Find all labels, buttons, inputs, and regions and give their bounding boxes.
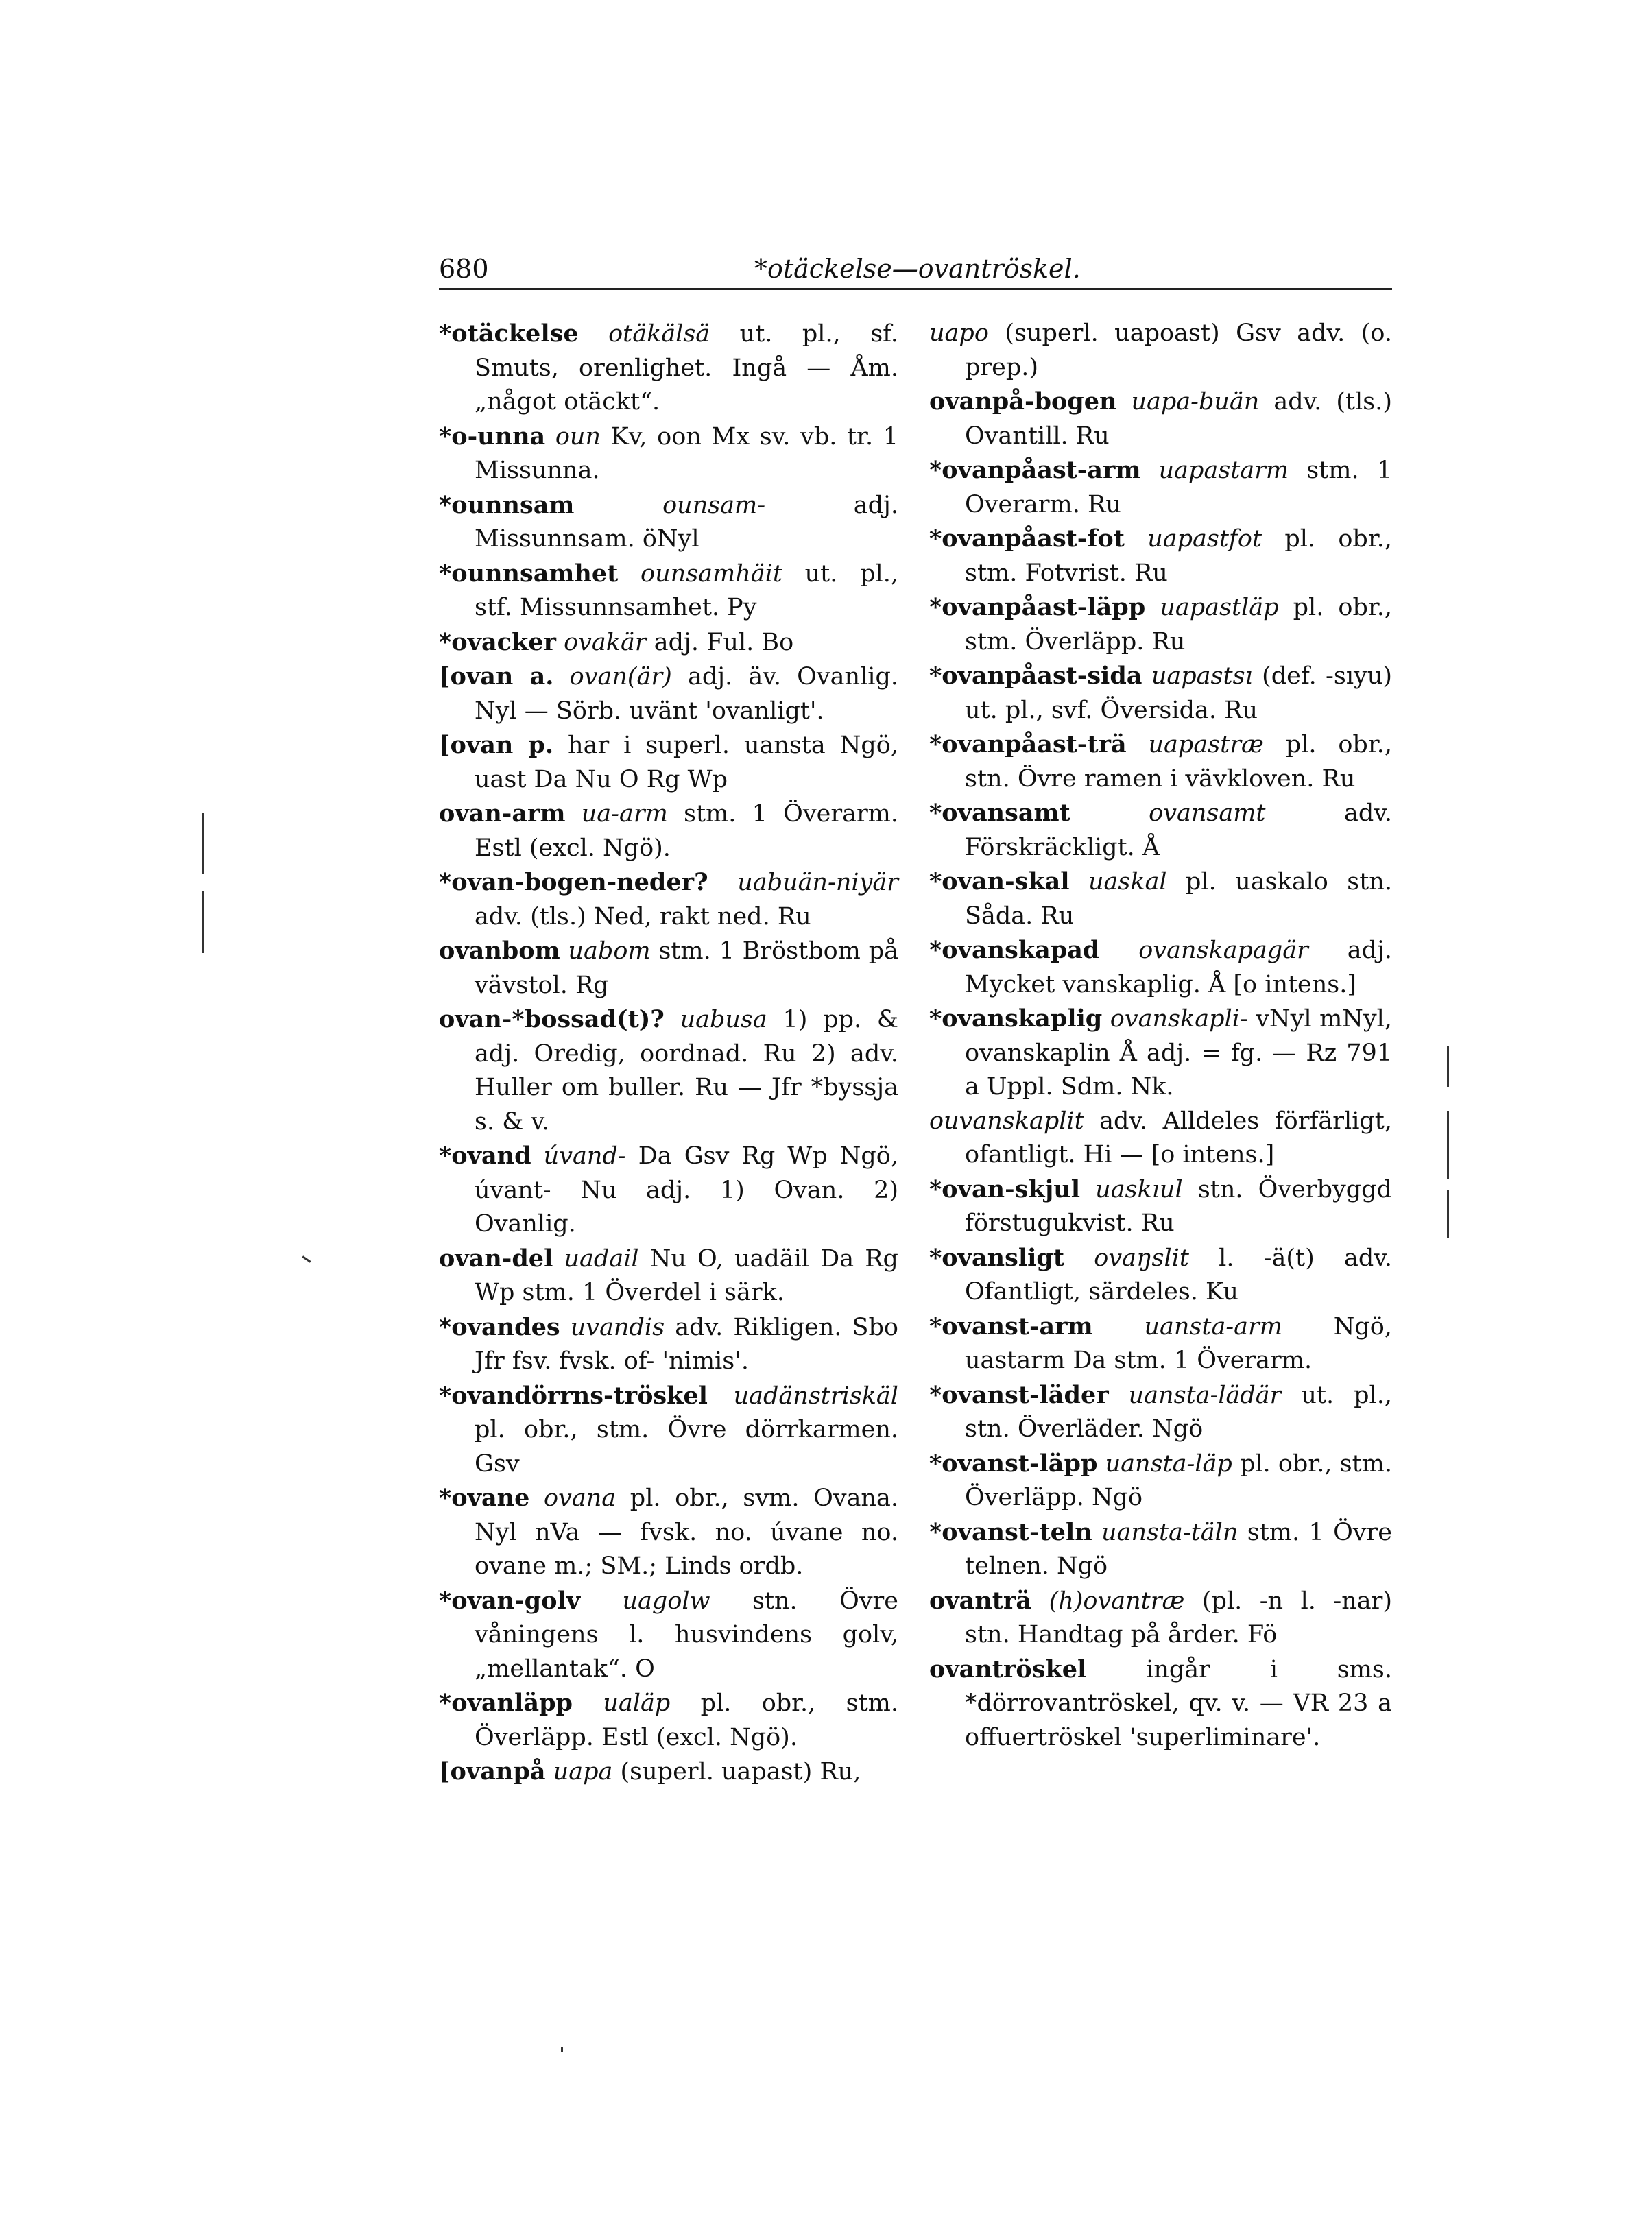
dictionary-entry <box>439 420 898 488</box>
entry-headword: *ovanst-arm <box>929 1312 1093 1341</box>
entry-headword: [ovan p. <box>439 731 554 759</box>
entry-headword: *ounnsam <box>439 490 575 519</box>
entry-dialect-form: úvand- <box>543 1142 626 1170</box>
entry-definition: Kv, oon Mx sv. vb. tr. 1 Missunna. <box>475 422 898 484</box>
entry-dialect-form: uapastsı <box>1151 662 1253 690</box>
dictionary-entry <box>439 1584 898 1687</box>
dictionary-entry <box>929 933 1392 1002</box>
entry-definition: l. -ä(t) adv. Ofantligt, särdeles. Ku <box>965 1244 1392 1306</box>
dictionary-entry <box>439 1139 898 1242</box>
scan-speck <box>561 2047 563 2052</box>
entry-dialect-form: oun <box>555 422 601 450</box>
right-column <box>929 317 1392 1755</box>
entry-dialect-form: uaskıul <box>1095 1175 1183 1203</box>
dictionary-entry <box>439 488 898 557</box>
margin-mark <box>1447 1111 1449 1179</box>
entry-dialect-form: uapo <box>929 320 989 347</box>
entry-headword: *ovanskaplig <box>929 1005 1103 1033</box>
entry-headword: [ovan a. <box>439 662 554 690</box>
dictionary-entry <box>929 317 1392 385</box>
entry-headword: *ovanpåast-fot <box>929 525 1125 553</box>
entry-dialect-form: ounsam- <box>662 491 766 519</box>
entry-dialect-form: uabusa <box>680 1006 767 1033</box>
entry-definition: adj. Missunnsam. öNyl <box>475 491 898 553</box>
entry-dialect-form: uapa <box>553 1758 613 1786</box>
entry-definition: pl. obr., stn. Övre ramen i vävkloven. Ru <box>965 731 1392 793</box>
entry-definition: pl. uaskalo stn. Såda. Ru <box>965 868 1392 930</box>
dictionary-entry <box>439 1379 898 1482</box>
entry-headword: *ovanskapad <box>929 936 1100 964</box>
entry-definition: adj. Mycket vanskaplig. Å [o intens.] <box>965 937 1392 998</box>
page-header <box>439 248 1392 289</box>
entry-dialect-form: uadail <box>564 1245 639 1273</box>
dictionary-entry <box>929 1241 1392 1310</box>
scan-speck <box>302 1255 311 1262</box>
dictionary-entry <box>439 317 898 420</box>
entry-headword: *ovand <box>439 1142 531 1170</box>
entry-definition: Nu O, uadäil Da Rg Wp stm. 1 Överdel i särk. <box>475 1245 898 1306</box>
entry-definition: (superl. uapoast) Gsv adv. (o. prep.) <box>965 320 1392 381</box>
dictionary-entry <box>439 625 898 660</box>
entry-definition: har i superl. uansta Ngö, uast Da Nu O Rg Wp <box>475 732 898 793</box>
entry-definition: stm. 1 Overarm. Ru <box>965 457 1392 518</box>
dictionary-entry <box>439 1310 898 1379</box>
dictionary-entry <box>929 1002 1392 1105</box>
margin-mark <box>1447 1046 1449 1087</box>
dictionary-entry <box>929 1653 1392 1755</box>
entry-headword: *ovansligt <box>929 1243 1065 1272</box>
entry-dialect-form: uagolw <box>622 1587 710 1615</box>
entry-headword: *ovanläpp <box>439 1689 573 1717</box>
entry-headword: *ovan-skjul <box>929 1175 1080 1203</box>
entry-headword: *ovan-golv <box>439 1586 581 1615</box>
dictionary-entry <box>439 1755 898 1790</box>
dictionary-entry <box>929 1515 1392 1584</box>
entry-headword: *ovanpåast-sida <box>929 662 1142 690</box>
dictionary-entry <box>439 1686 898 1755</box>
entry-headword: *otäckelse <box>439 320 579 348</box>
entry-headword: *ovanst-läpp <box>929 1449 1098 1478</box>
dictionary-entry <box>929 522 1392 590</box>
entry-definition: (def. -sıyu) ut. pl., svf. Översida. Ru <box>965 662 1392 724</box>
entry-dialect-form: uapastarm <box>1158 457 1289 484</box>
entry-definition: ingår i sms. *dörrovantröskel, qv. v. — VR 23 a offuertröskel 'superliminare'. <box>965 1655 1392 1751</box>
entry-definition: adj. Ful. Bo <box>654 628 794 656</box>
entry-headword: *ovanst-teln <box>929 1517 1092 1546</box>
entry-dialect-form: ouvanskaplit <box>929 1107 1084 1135</box>
margin-mark <box>1447 1190 1449 1238</box>
entry-headword: *ovan-skal <box>929 867 1070 896</box>
entry-definition: stn. Överbyggd förstugukvist. Ru <box>965 1175 1392 1237</box>
entry-definition: (superl. uapast) Ru, <box>620 1758 861 1786</box>
entry-dialect-form: ua-arm <box>581 800 668 828</box>
dictionary-entry <box>929 385 1392 453</box>
entry-dialect-form: ovakär <box>564 628 647 656</box>
entry-dialect-form: uansta-lädär <box>1128 1381 1282 1409</box>
entry-definition: pl. obr., stm. Överläpp. Ru <box>965 594 1392 656</box>
entry-headword: *ovan-bogen-neder? <box>439 868 708 896</box>
entry-headword: [ovanpå <box>439 1757 546 1786</box>
dictionary-entry <box>439 934 898 1002</box>
entry-dialect-form: otäkälsä <box>608 320 710 348</box>
entry-definition: adv. Alldeles förfärligt, ofantligt. Hi — [o intens.] <box>965 1107 1392 1168</box>
dictionary-entry <box>929 659 1392 728</box>
dictionary-entry <box>929 1310 1392 1378</box>
entry-definition: adv. Rikligen. Sbo Jfr fsv. fvsk. of- 'nimis'. <box>475 1313 898 1375</box>
entry-headword: *ovandes <box>439 1312 560 1341</box>
dictionary-entry <box>439 1242 898 1310</box>
entry-dialect-form: (h)ovantræ <box>1049 1587 1185 1615</box>
dictionary-entry <box>439 1481 898 1584</box>
entry-dialect-form: uabuän-niyär <box>737 869 898 896</box>
entry-dialect-form: uapastfot <box>1147 525 1262 553</box>
dictionary-entry <box>439 728 898 797</box>
dictionary-entry <box>439 797 898 865</box>
entry-definition: adv. (tls.) Ovantill. Ru <box>965 388 1392 450</box>
entry-headword: *ovacker <box>439 627 556 656</box>
dictionary-entry <box>439 1002 898 1139</box>
entry-dialect-form: ovanskapli- <box>1110 1005 1248 1033</box>
left-column <box>439 317 898 1790</box>
entry-definition: pl. obr., stm. Övre dörrkarmen. Gsv <box>475 1416 898 1478</box>
entry-headword: *ovanpåast-arm <box>929 456 1141 484</box>
dictionary-entry <box>439 557 898 625</box>
entry-definition: Da Gsv Rg Wp Ngö, úvant- Nu adj. 1) Ovan. 2) Ovanlig. <box>475 1142 898 1238</box>
entry-definition: stm. 1 Överarm. Estl (excl. Ngö). <box>475 800 898 862</box>
dictionary-entry <box>439 865 898 934</box>
entry-headword: *ovanpåast-läpp <box>929 593 1146 621</box>
entry-headword: ovantröskel <box>929 1655 1087 1683</box>
entry-headword: *o-unna <box>439 422 546 450</box>
entry-definition: adv. (tls.) Ned, rakt ned. Ru <box>475 902 811 930</box>
dictionary-entry <box>929 796 1392 865</box>
entry-definition: Ngö, uastarm Da stm. 1 Överarm. <box>965 1312 1392 1374</box>
entry-headword: *ovanpåast-trä <box>929 730 1127 758</box>
running-head: *otäckelse—ovantröskel. <box>754 254 1081 284</box>
entry-definition: pl. obr., stm. Överläpp. Ngö <box>965 1450 1392 1511</box>
entry-headword: *ovansamt <box>929 799 1070 827</box>
entry-dialect-form: uadänstriskäl <box>733 1382 898 1410</box>
entry-dialect-form: uvandis <box>570 1313 665 1341</box>
entry-definition: (pl. -n l. -nar) stn. Handtag på årder. Fö <box>965 1587 1392 1648</box>
entry-definition: ut. pl., sf. Smuts, orenlighet. Ingå — Åm. „något otäckt“. <box>475 320 898 416</box>
entry-headword: *ounnsamhet <box>439 559 619 588</box>
dictionary-entry <box>929 453 1392 522</box>
entry-headword: ovan-del <box>439 1244 553 1273</box>
entry-dialect-form: ovanskapagär <box>1138 937 1308 964</box>
dictionary-entry <box>929 1105 1392 1173</box>
entry-headword: *ovanst-läder <box>929 1380 1109 1409</box>
entry-dialect-form: uansta-täln <box>1101 1518 1238 1546</box>
dictionary-entry <box>929 1173 1392 1241</box>
entry-headword: *ovane <box>439 1484 530 1512</box>
entry-dialect-form: uapastläp <box>1160 594 1279 621</box>
entry-definition: stm. 1 Bröstbom på vävstol. Rg <box>475 937 898 999</box>
dictionary-entry <box>929 590 1392 659</box>
entry-definition: pl. obr., svm. Ovana. Nyl nVa — fvsk. no. úvane no. ovane m.; SM.; Linds ordb. <box>475 1485 898 1580</box>
entry-dialect-form: ovana <box>544 1485 616 1512</box>
entry-headword: *ovandörrns-tröskel <box>439 1381 708 1410</box>
entry-definition: ut. pl., stn. Överläder. Ngö <box>965 1381 1392 1443</box>
dictionary-entry <box>929 728 1392 796</box>
entry-dialect-form: uansta-läp <box>1105 1450 1232 1478</box>
entry-definition: adj. äv. Ovanlig. Nyl — Sörb. uvänt 'ovanligt'. <box>475 663 898 725</box>
entry-definition: adv. Förskräckligt. Å <box>965 800 1392 861</box>
entry-dialect-form: ounsamhäit <box>641 560 782 588</box>
dictionary-entry <box>929 1584 1392 1653</box>
header-rule <box>439 288 1392 290</box>
entry-dialect-form: uapa-buän <box>1131 388 1260 416</box>
entry-headword: ovan-arm <box>439 800 566 828</box>
entry-definition: pl. obr., stm. Överläpp. Estl (excl. Ngö). <box>475 1690 898 1751</box>
entry-dialect-form: ualäp <box>603 1690 671 1717</box>
page-number: 680 <box>439 254 489 284</box>
entry-dialect-form: ovaŋslit <box>1094 1244 1189 1272</box>
dictionary-entry <box>929 1378 1392 1447</box>
entry-definition: vNyl mNyl, ovanskaplin Å adj. = fg. — Rz 791 a Uppl. Sdm. Nk. <box>965 1005 1392 1101</box>
margin-mark <box>202 813 204 874</box>
entry-dialect-form: ovansamt <box>1149 800 1266 827</box>
entry-dialect-form: uansta-arm <box>1144 1312 1282 1341</box>
entry-dialect-form: uaskal <box>1088 868 1167 896</box>
dictionary-entry <box>929 1447 1392 1515</box>
entry-definition: 1) pp. & adj. Oredig, oordnad. Ru 2) adv. Huller om buller. Ru — Jfr *byssja s. & v. <box>475 1006 898 1135</box>
entry-definition: stm. 1 Övre telnen. Ngö <box>965 1518 1392 1580</box>
entry-definition: pl. obr., stm. Fotvrist. Ru <box>965 525 1392 587</box>
entry-headword: ovanträ <box>929 1586 1032 1615</box>
entry-headword: ovanpå-bogen <box>929 387 1117 416</box>
dictionary-entry <box>439 660 898 728</box>
entry-dialect-form: uapastræ <box>1148 731 1264 758</box>
dictionary-entry <box>929 865 1392 933</box>
entry-headword: ovanbom <box>439 937 560 965</box>
entry-definition: stn. Övre våningens l. husvindens golv, „mellantak“. O <box>475 1587 898 1683</box>
entry-definition: ut. pl., stf. Missunnsamhet. Py <box>475 560 898 621</box>
margin-mark <box>202 891 204 953</box>
entry-headword: ovan-*bossad(t)? <box>439 1005 665 1033</box>
entry-dialect-form: uabom <box>568 937 651 965</box>
entry-dialect-form: ovan(är) <box>569 663 672 690</box>
